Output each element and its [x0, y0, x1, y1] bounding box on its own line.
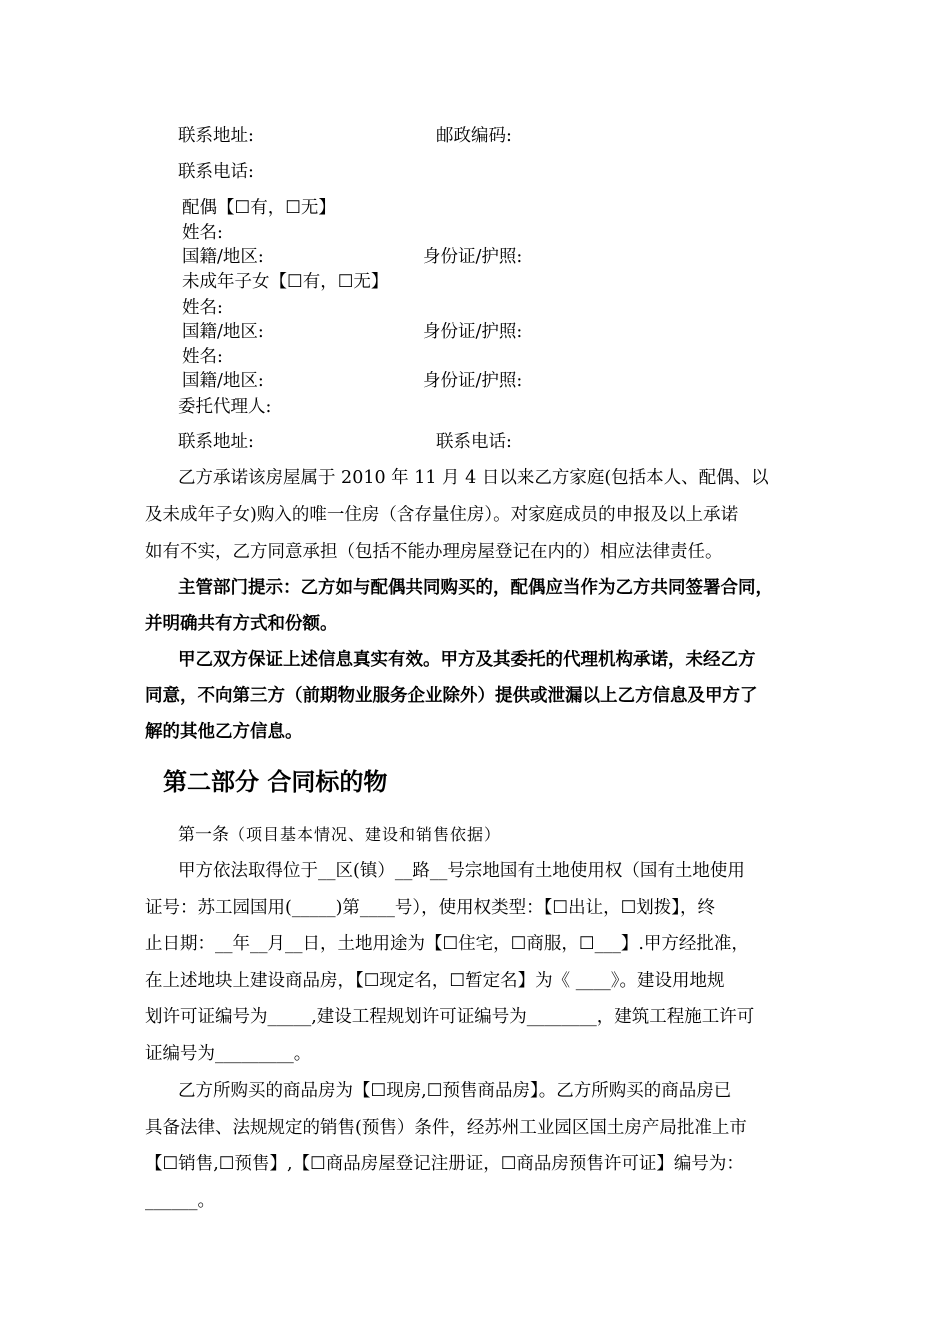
article1-p2-line-1: 乙方所购买的商品房为【☐现房,☐预售商品房】。乙方所购买的商品房已 [178, 1081, 732, 1101]
authority-note-line-2: 并明确共有方式和份额。 [145, 614, 338, 634]
article1-p1-line-1: 甲方依法取得位于__区(镇）__路__号宗地国有土地使用权（国有土地使用 [178, 861, 745, 881]
spouse-title: 配偶【☐有，☐无】 [182, 198, 336, 218]
article1-p1-line-4: 在上述地块上建设商品房，【☐现定名，☐暂定名】为《 ____》。建设用地规 [145, 971, 725, 991]
article1-p1-line-2: 证号：苏工园国用(_____)第____号），使用权类型：【☐出让，☐划拨】，终 [145, 898, 716, 918]
agent-address-label: 联系地址: [178, 432, 254, 452]
contact-phone-label: 联系电话: [178, 162, 254, 182]
article1-p2-line-3: 【☐销售,☐预售】,【☐商品房屋登记注册证，☐商品房预售许可证】编号为： [145, 1154, 744, 1174]
child2-nationality-label: 国籍/地区: [182, 371, 264, 391]
commitment-line-3: 如有不实，乙方同意承担（包括不能办理房屋登记在内的）相应法律责任。 [145, 542, 723, 562]
commitment-line-1: 乙方承诺该房屋属于 2010 年 11 月 4 日以来乙方家庭(包括本人、配偶、以 [178, 468, 769, 488]
article1-label: 第一条 [178, 825, 229, 845]
child2-id-label: 身份证/护照: [423, 371, 523, 391]
child2-name-label: 姓名: [182, 347, 223, 367]
guarantee-line-3: 解的其他乙方信息。 [145, 722, 303, 742]
postcode-label: 邮政编码: [436, 126, 512, 146]
article1-p1-line-6: 证编号为_________。 [145, 1044, 312, 1064]
article1-p1-line-3: 止日期：__年__月__日，土地用途为【☐住宅，☐商服，☐___】.甲方经批准， [145, 934, 749, 954]
child1-id-label: 身份证/护照: [423, 322, 523, 342]
spouse-id-label: 身份证/护照: [423, 247, 523, 267]
guarantee-line-1: 甲乙双方保证上述信息真实有效。甲方及其委托的代理机构承诺，未经乙方 [178, 650, 756, 670]
part2-title: 第二部分 合同标的物 [163, 768, 388, 796]
agent-label: 委托代理人: [178, 397, 272, 417]
spouse-name-label: 姓名: [182, 223, 223, 243]
article1-note: （项目基本情况、建设和销售依据） [229, 825, 502, 844]
child1-name-label: 姓名: [182, 298, 223, 318]
spouse-nationality-label: 国籍/地区: [182, 247, 264, 267]
article1-p1-line-5: 划许可证编号为_____,建设工程规划许可证编号为________，建筑工程施工许可 [145, 1007, 755, 1027]
authority-note-line-1: 主管部门提示：乙方如与配偶共同购买的，配偶应当作为乙方共同签署合同， [178, 578, 773, 598]
commitment-line-2: 及未成年子女)购入的唯一住房（含存量住房）。对家庭成员的申报及以上承诺 [145, 505, 739, 525]
contact-address-label: 联系地址: [178, 126, 254, 146]
article1-heading [178, 823, 501, 847]
agent-phone-label: 联系电话: [436, 432, 512, 452]
minor-children-title: 未成年子女【☐有，☐无】 [182, 272, 389, 292]
article1-p2-line-2: 具备法律、法规规定的销售(预售）条件，经苏州工业园区国土房产局批准上市 [145, 1118, 747, 1138]
child1-nationality-label: 国籍/地区: [182, 322, 264, 342]
guarantee-line-2: 同意，不向第三方（前期物业服务企业除外）提供或泄漏以上乙方信息及甲方了 [145, 686, 758, 706]
article1-p2-line-4: ______。 [145, 1191, 215, 1211]
